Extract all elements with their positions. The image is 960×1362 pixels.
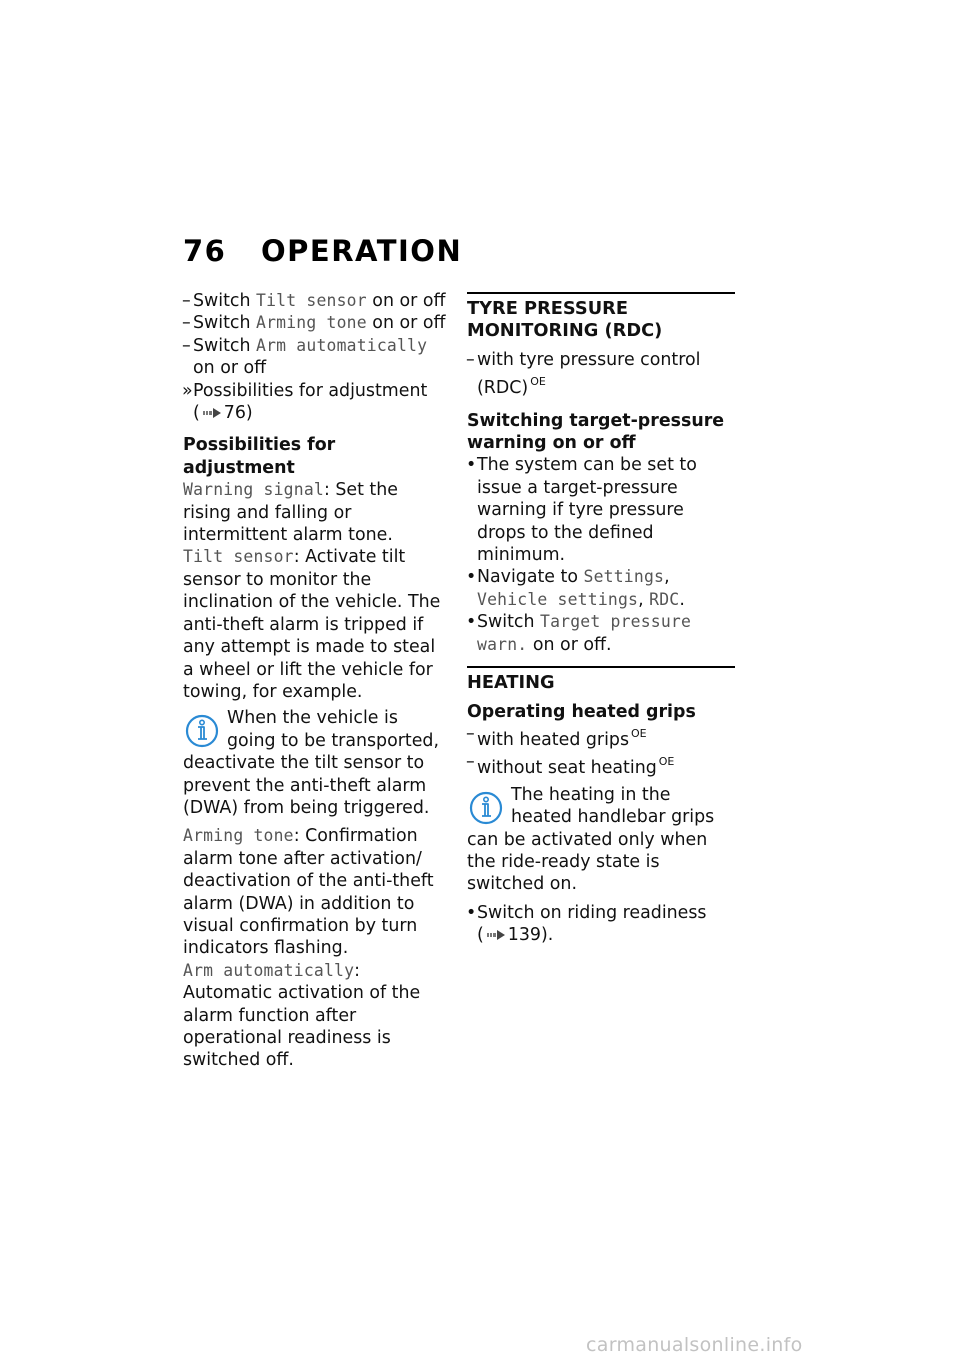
info-icon	[183, 713, 221, 749]
page-reference: 139).	[507, 925, 554, 946]
section-heading-rdc: TYRE PRESSURE MONITORING (RDC)	[467, 292, 735, 343]
right-column	[467, 292, 735, 947]
menu-term: RDC	[649, 589, 680, 609]
page-header	[183, 234, 463, 268]
definition-warning: Warning signal: Set the rising and falling or intermittent alarm tone.	[183, 480, 398, 546]
section-subheading: Switching target-pressure warning on or off	[467, 410, 725, 454]
result-marker: »	[182, 380, 193, 401]
menu-term: Warning signal	[183, 480, 324, 500]
bullet-marker: •	[466, 612, 477, 633]
section-heading-heating: HEATING	[467, 666, 735, 694]
equipment-badge: OE	[658, 755, 675, 769]
arrow-right-icon	[200, 402, 224, 424]
bullet-item: • Navigate to Settings, Vehicle settings, RDC.	[466, 567, 685, 610]
bullet-item: • Switch on riding readiness ( 139).	[466, 902, 707, 946]
definition-tilt: Tilt sensor: Activate tilt sensor to monitor the inclination of the vehicle. The anti-theft alarm is tripped if any attempt is made to steal a wheel or lift the vehicle for towing, for example.	[183, 547, 441, 702]
dash-marker: –	[466, 349, 475, 370]
menu-term: Vehicle settings	[477, 589, 639, 609]
menu-term: Target pressure warn.	[477, 612, 692, 654]
equipment-item: – without seat heating $^{OE}$	[466, 752, 675, 779]
dash-marker: –	[466, 752, 475, 773]
list-item: – Switch Arm automatically on or off	[182, 335, 428, 379]
bullet-item: • Switch Target pressure warn. on or off.	[466, 612, 692, 655]
menu-term: Tilt sensor	[183, 547, 294, 567]
menu-term: Arming tone	[256, 313, 367, 333]
dash-marker: –	[182, 335, 191, 356]
info-icon	[467, 790, 505, 826]
menu-term: Arming tone	[183, 826, 294, 846]
bullet-item: • The system can be set to issue a target-pressure warning if tyre pressure drops to the defined minimum.	[466, 455, 697, 566]
menu-term: Arm automatically	[256, 335, 428, 355]
info-note: The heating in the heated handlebar grips can be activated only when the ride-ready state is switched on.	[467, 784, 715, 895]
menu-term: Settings	[583, 567, 665, 587]
page-number: 76	[183, 234, 227, 268]
dash-marker: –	[182, 291, 191, 311]
definition-arming: Arming tone: Confirmation alarm tone after activation/ deactivation of the anti-theft alarm (DWA) in addition to visual confirmation by turn indicators flashing.	[183, 826, 434, 959]
page-title: OPERATION	[261, 234, 463, 268]
menu-term: Tilt sensor	[256, 291, 367, 310]
dash-marker: –	[182, 313, 191, 334]
page-reference: 76)	[223, 403, 253, 424]
bullet-marker: •	[466, 902, 477, 923]
watermark[interactable]: carmanualsonline.info	[586, 1334, 803, 1356]
definition-arm-auto: Arm automatically: Automatic activation of the alarm function after operational readiness is switched off.	[183, 960, 421, 1071]
equipment-item: – with tyre pressure control (RDC) $^{OE}$	[466, 349, 701, 399]
result-item: » Possibilities for adjustment ( 76)	[182, 380, 428, 424]
bullet-marker: •	[466, 567, 477, 588]
list-item: – Switch Arming tone on or off	[182, 313, 446, 334]
dash-marker: –	[466, 723, 475, 744]
section-subheading: Possibilities for adjustment	[183, 435, 336, 478]
section-subheading: Operating heated grips	[467, 701, 696, 722]
bullet-marker: •	[466, 455, 477, 476]
list-item: – Switch Tilt sensor on or off	[182, 291, 446, 311]
equipment-badge: OE	[631, 726, 647, 740]
info-note: When the vehicle is going to be transported, deactivate the tilt sensor to prevent the anti-theft alarm (DWA) from being triggered.	[183, 708, 439, 818]
menu-term: Arm automatically	[183, 960, 355, 980]
left-column	[183, 290, 451, 1072]
equipment-item: – with heated grips $^{OE}$	[466, 723, 647, 750]
equipment-badge: OE	[530, 375, 546, 389]
arrow-right-icon	[484, 924, 508, 946]
